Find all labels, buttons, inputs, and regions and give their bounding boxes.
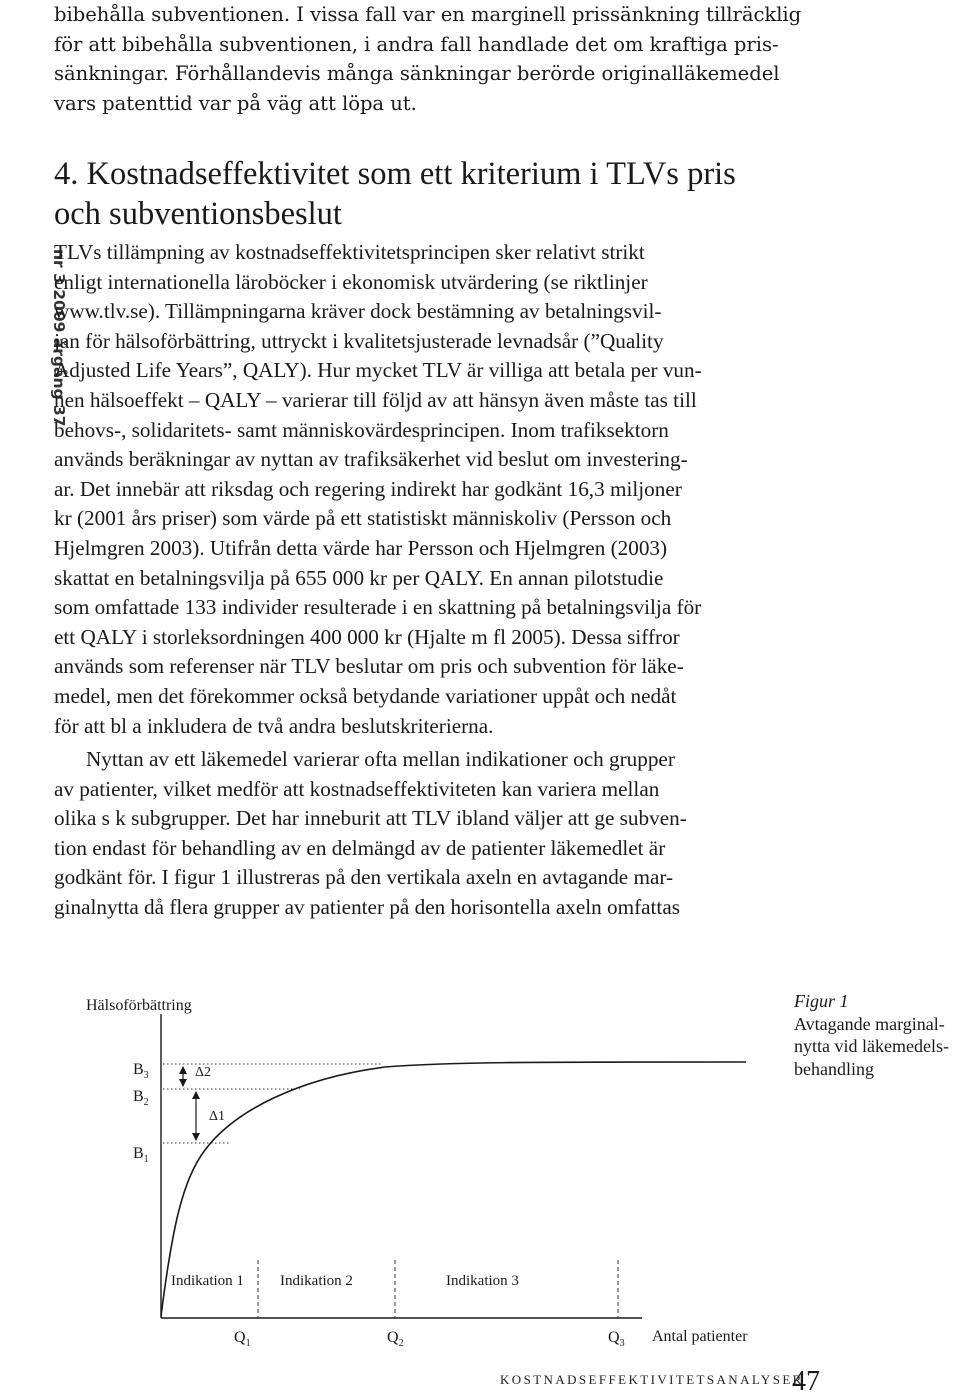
section-heading [54, 154, 736, 234]
text-line: Hjelmgren 2003). Utifrån detta värde har Persson och Hjelmgren (2003) [54, 535, 668, 560]
b3-sub: 3 [143, 1070, 149, 1081]
q1-letter: Q [234, 1329, 246, 1346]
indication-label: Indikation 2 [280, 1273, 353, 1289]
text-line: skattat en betalningsvilja på 655 000 kr per QALY. En annan pilotstudie [54, 565, 664, 590]
figure-caption [794, 990, 960, 1080]
q2-letter: Q [387, 1329, 399, 1346]
delta1-arrow [192, 1091, 200, 1141]
text-line: för att bibehålla subventionen, i andra fall handlade det om kraftiga pris- [54, 32, 779, 56]
text-line: sänkningar. Förhållandevis många sänkningar berörde originalläkemedel [54, 62, 780, 85]
text-line: nen hälsoeffekt – QALY – varierar till följd av att hänsyn även måste tas till [54, 387, 697, 412]
x-axis-label: Antal patienter [652, 1328, 748, 1345]
heading-line: och subventionsbeslut [54, 196, 342, 232]
text-line: behovs-, solidaritets- samt människovärdesprincipen. Inom trafiksektorn [54, 417, 669, 442]
text-line: som omfattade 133 individer resulterade i en skattning på betalningsvilja för [54, 595, 702, 620]
b3-label [133, 1061, 149, 1081]
text-line: godkänt för. I figur 1 illustreras på den vertikala axeln en avtagande mar- [54, 865, 674, 890]
q3-sub: 3 [619, 1338, 625, 1349]
issue-sidebar-label: nr 3 2009 årgång 37 [50, 249, 68, 427]
text-line: ar. Det innebär att riksdag och regering indirekt har godkänt 16,3 miljoner [54, 476, 682, 501]
heading-line: 4. Kostnadseffektivitet som ett kriterium i TLVs pris [54, 156, 736, 192]
q2-label [387, 1329, 404, 1349]
delta2-arrow [179, 1066, 187, 1087]
text-line: enligt internationella läroböcker i ekonomisk utvärdering (se riktlinjer [54, 269, 648, 294]
text-line: medel, men det förekommer också betydande variationer uppåt och nedåt [54, 683, 677, 708]
y-axis-label: Hälsoförbättring [86, 997, 192, 1014]
text-line: Adjusted Life Years”, QALY). Hur mycket TLV är villiga att betala per vun- [54, 358, 702, 383]
b2-sub: 2 [143, 1097, 149, 1108]
indication-label: Indikation 3 [446, 1273, 519, 1289]
b1-letter: B [133, 1145, 144, 1162]
indication-label: Indikation 1 [171, 1273, 244, 1289]
b3-letter: B [133, 1061, 144, 1078]
text-line: kr (2001 års priser) som värde på ett statistiskt människoliv (Persson och [54, 506, 672, 531]
caption-title: Figur 1 [794, 991, 849, 1011]
text-line: ginalnytta då flera grupper av patienter på den horisontella axeln omfattas [54, 894, 680, 919]
text-line: av patienter, vilket medför att kostnadseffektiviteten kan variera mellan [54, 776, 660, 801]
q1-sub: 1 [245, 1338, 251, 1349]
text-line: jan för hälsoförbättring, uttryckt i kvalitetsjusterade levnadsår (”Quality [54, 328, 664, 353]
body-paragraph-1 [54, 238, 768, 741]
running-footer-title: KOSTNADSEFFEKTIVITETSANALYSER [500, 1372, 804, 1387]
text-line: används beräkningar av nyttan av trafiksäkerhet vid beslut om investering- [54, 447, 688, 472]
page-number: 47 [792, 1366, 820, 1397]
text-line: för att bl a inkludera de två andra beslutskriterierna. [54, 713, 494, 738]
text-line: används som referenser när TLV beslutar om pris och subvention för läke- [54, 654, 684, 679]
q2-sub: 2 [398, 1338, 404, 1349]
body-paragraph-2 [54, 745, 768, 923]
text-line: tion endast för behandling av en delmängd av de patienter läkemedlet är [54, 835, 666, 860]
text-line: TLVs tillämpning av kostnadseffektivitetsprincipen sker relativt strikt [54, 240, 645, 264]
b2-label [133, 1088, 149, 1108]
q3-label [608, 1329, 625, 1349]
b1-sub: 1 [143, 1154, 149, 1165]
intro-paragraph [54, 0, 801, 118]
caption-line: Avtagande marginal- [794, 1013, 945, 1034]
text-line: www.tlv.se). Tillämpningarna kräver dock bestämning av betalningsvil- [54, 299, 662, 324]
b1-label [133, 1145, 149, 1165]
caption-line: behandling [794, 1058, 874, 1079]
text-line: Nyttan av ett läkemedel varierar ofta mellan indikationer och grupper [86, 747, 675, 771]
b2-letter: B [133, 1088, 144, 1105]
text-line: bibehålla subventionen. I vissa fall var en marginell prissänkning tillräcklig [54, 3, 802, 26]
text-line: olika s k subgrupper. Det har inneburit att TLV ibland väljer att ge subven- [54, 806, 687, 831]
caption-line: nytta vid läkemedels- [794, 1036, 949, 1056]
text-line: vars patenttid var på väg att löpa ut. [54, 91, 417, 115]
delta2-label: Δ2 [195, 1065, 212, 1080]
q1-label [234, 1329, 251, 1349]
text-line: ett QALY i storleksordningen 400 000 kr (Hjalte m fl 2005). Dessa siffror [54, 624, 680, 649]
q3-letter: Q [608, 1329, 620, 1346]
delta1-label: Δ1 [209, 1109, 226, 1124]
